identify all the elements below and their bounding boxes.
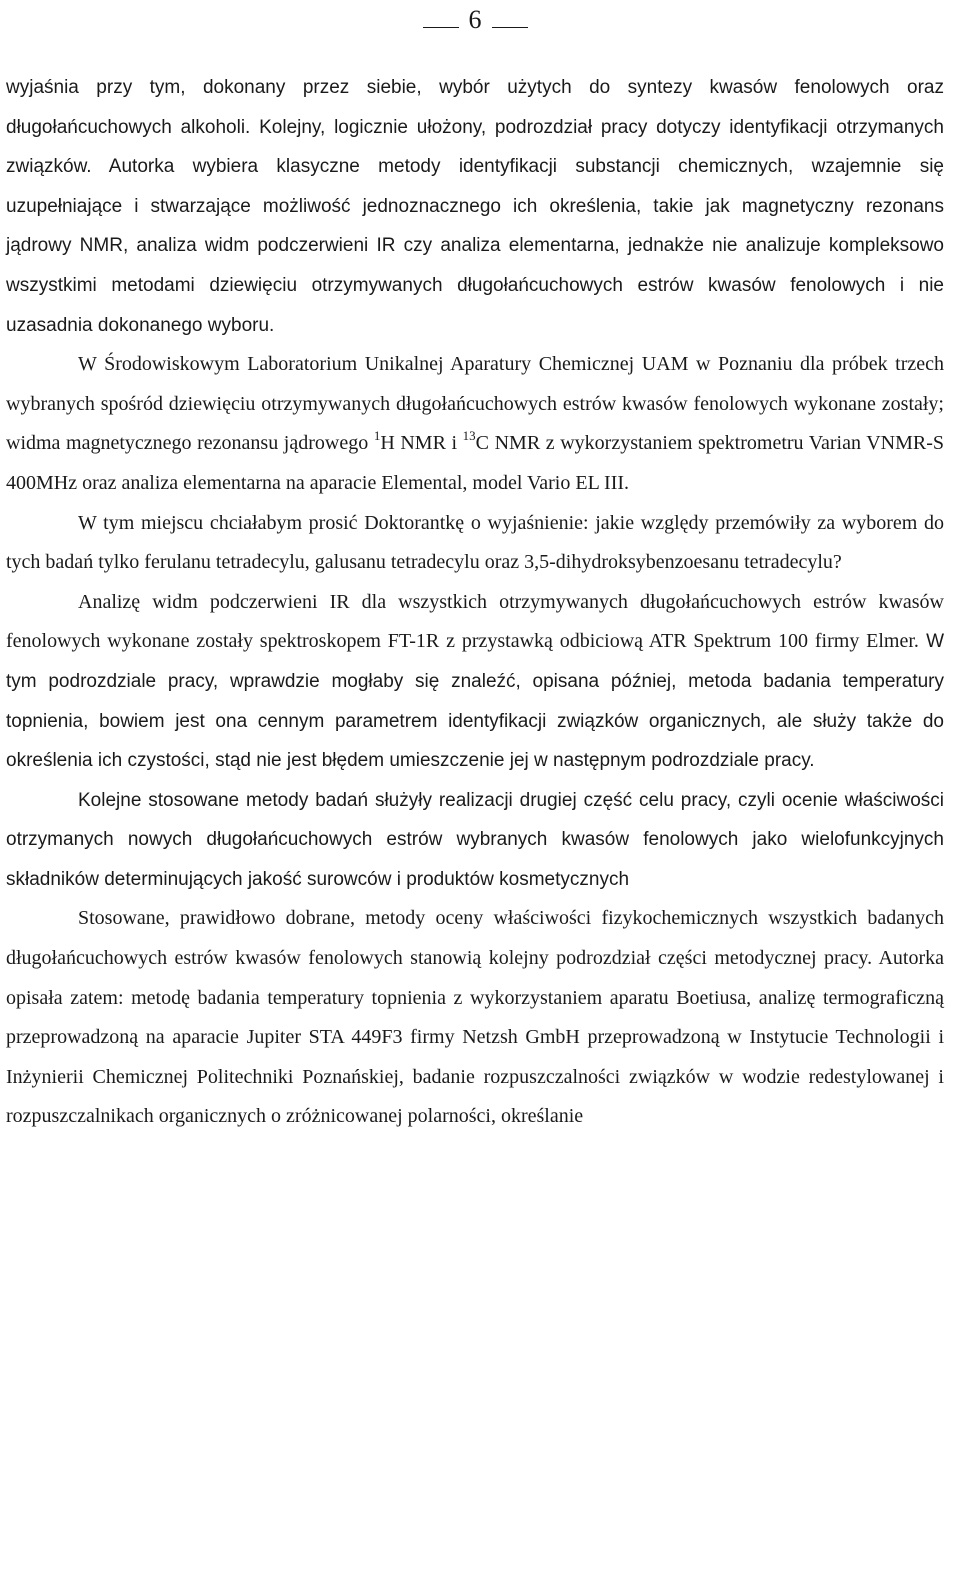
paragraph-question: W tym miejscu chciałabym prosić Doktorantkę o wyjaśnienie: jakie względy przemówiły za wyborem do tych badań tylko ferulanu tetradecylu, galusanu tetradecylu oraz 3,5-dihydroksybenzoesanu tetradecylu? bbox=[6, 511, 944, 574]
page-number-rule-left bbox=[423, 26, 459, 28]
paragraph-identification-methods: wyjaśnia przy tym, dokonany przez siebie, wybór użytych do syntezy kwasów fenolowych oraz długołańcuchowych alkoholi. Kolejny, logicznie ułożony, podrozdział pracy dotyczy identyfikacji otrzymanych związków. Autorka wybiera klasyczne metody identyfikacji substancji chemicznych, wzajemnie się uzupełniające i stwarzające możliwość jednoznacznego ich określenia, takie jak magnetyczny rezonans jądrowy NMR, analiza widm podczerwieni IR czy analiza elementarna, jednakże nie analizuje kompleksowo wszystkimi metodami dziewięciu otrzymywanych długołańcuchowych estrów kwasów fenolowych i nie uzasadnia dokonanego wyboru. bbox=[6, 77, 944, 336]
ir-text-serif: Analizę widm podczerwieni IR dla wszystkich otrzymywanych długołańcuchowych estrów kwasów fenolowych wykonane zostały spektroskopem FT-1R z przystawką odbiciową ATR Spektrum 100 firmy Elmer. bbox=[6, 590, 944, 653]
superscript-1: 1 bbox=[373, 428, 381, 444]
paragraph-ir-analysis bbox=[6, 583, 944, 781]
page-number-rule-right bbox=[492, 26, 528, 28]
paragraph-physicochemical: Stosowane, prawidłowo dobrane, metody oceny właściwości fizykochemicznych wszystkich badanych długołańcuchowych estrów kwasów fenolowych stanowią kolejny podrozdział części metodycznej pracy. Autorka opisała zatem: metodę badania temperatury topnienia z wykorzystaniem aparatu Boetiusa, analizę termograficzną przeprowadzoną na aparacie Jupiter STA 449F3 firmy Netzsh GmbH przeprowadzoną w Instytucie Technologii i Inżynierii Chemicznej Politechniki Poznańskiej, badanie rozpuszczalności związków w wodzie redestylowanej i rozpuszczalnikach organicznych o zróżnicowanej polarności, określanie bbox=[6, 907, 944, 1128]
superscript-13: 13 bbox=[462, 428, 476, 444]
nmr-text-mid: H NMR i bbox=[380, 432, 463, 455]
nmr-text-end: C NMR z wykorzystaniem spektrometru Varian VNMR-S 400MHz oraz analiza elementarna na aparacie Elemental, model Vario EL III. bbox=[6, 432, 945, 494]
document-page bbox=[6, 0, 944, 1137]
ir-text-sans: W tym podrozdziale pracy, wprawdzie mogłaby się znaleźć, opisana później, metoda badania temperatury topnienia, bowiem jest ona cennym parametrem identyfikacji związków organicznych, ale służy także do określenia ich czystości, stąd nie jest błędem umieszczenie jej w następnym podrozdziale pracy. bbox=[6, 631, 944, 772]
page-number bbox=[6, 2, 944, 42]
nmr-text-start: W Środowiskowym Laboratorium Unikalnej Aparatury Chemicznej UAM w Poznaniu dla próbek trzech wybranych spośród dziewięciu otrzymywanych długołańcuchowych estrów kwasów fenolowych wykonane zostały; widma magnetycznego rezonansu jądrowego bbox=[6, 353, 944, 455]
page-number-text: 6 bbox=[468, 5, 482, 34]
paragraph-further-methods: Kolejne stosowane metody badań służyły realizacji drugiej część celu pracy, czyli ocenie właściwości otrzymanych nowych długołańcuchowych estrów wybranych kwasów fenolowych jako wielofunkcyjnych składników determinujących jakość surowców i produktów kosmetycznych bbox=[6, 789, 944, 890]
paragraph-nmr-analysis bbox=[6, 345, 944, 503]
